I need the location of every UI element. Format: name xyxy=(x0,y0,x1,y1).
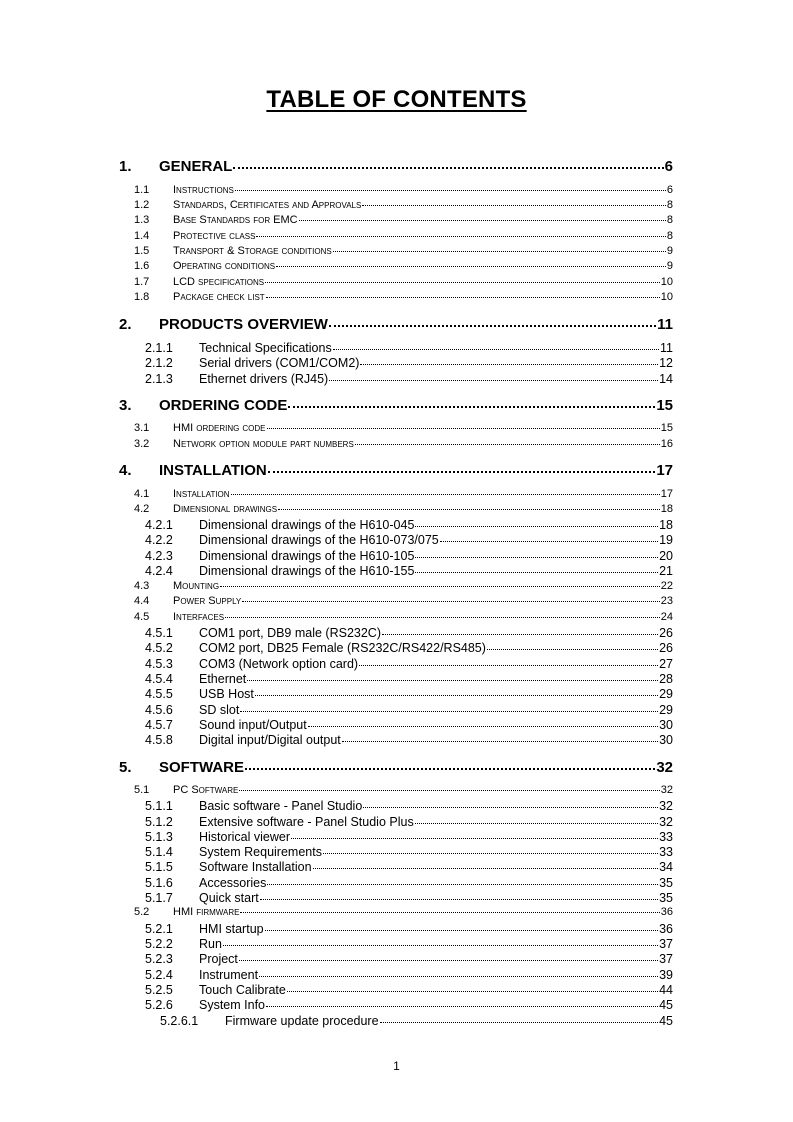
dot-leader xyxy=(360,355,658,365)
toc-entry-number: 2.1.1 xyxy=(145,341,173,355)
toc-entry-number: 4.5.6 xyxy=(145,703,173,717)
toc-entry-page: 17 xyxy=(660,488,673,500)
toc-entry-page: 15 xyxy=(660,422,673,434)
toc-entry-label: Sound input/Output xyxy=(199,718,307,732)
toc-entry-page: 44 xyxy=(659,983,673,997)
toc-entry-number: 4.2.3 xyxy=(145,549,173,563)
toc-entry-page: 45 xyxy=(659,1014,673,1028)
dot-leader xyxy=(266,290,660,299)
dot-leader xyxy=(267,421,660,430)
toc-entry-label: Installation xyxy=(173,488,230,500)
toc-entry-page: 36 xyxy=(659,922,673,936)
dot-leader xyxy=(240,905,659,914)
toc-entry-label: Serial drivers (COM1/COM2) xyxy=(199,356,360,370)
dot-leader xyxy=(231,487,660,496)
toc-entry-page: 15 xyxy=(656,397,673,414)
toc-entry-label: Run xyxy=(199,937,222,951)
toc-entry-page: 10 xyxy=(660,276,673,288)
toc-entry-label: Quick start xyxy=(199,891,259,905)
toc-entry-label: Technical Specifications xyxy=(199,341,332,355)
toc-entry-label: SD slot xyxy=(199,703,240,717)
toc-entry-label: USB Host xyxy=(199,687,254,701)
toc-entry-label: COM2 port, DB25 Female (RS232C/RS422/RS485) xyxy=(199,641,486,655)
toc-entry-number: 1.4 xyxy=(134,230,150,242)
dot-leader xyxy=(266,997,658,1007)
toc-entry-number: 5.2 xyxy=(134,906,150,918)
toc-entry-number: 4.2.4 xyxy=(145,564,173,578)
toc-entry-page: 26 xyxy=(659,626,673,640)
toc-entry-label: Dimensional drawings of the H610-105 xyxy=(199,549,415,563)
toc-entry-label: HMI ordering code xyxy=(173,422,266,434)
toc-entry-label: INSTALLATION xyxy=(159,462,267,479)
dot-leader xyxy=(487,640,658,650)
toc-entry-number: 4.2.2 xyxy=(145,533,173,547)
toc-entry-page: 32 xyxy=(656,759,673,776)
dot-leader xyxy=(333,340,659,350)
toc-entry-page: 6 xyxy=(664,158,673,175)
toc-entry-number: 4.2 xyxy=(134,503,150,515)
dot-leader xyxy=(225,610,660,619)
toc-entry-number: 4.5.1 xyxy=(145,626,173,640)
toc-entry-label: Dimensional drawings of the H610-073/075 xyxy=(199,533,439,547)
toc-entry-number: 5.1.7 xyxy=(145,891,173,905)
toc-entry-page: 9 xyxy=(666,245,673,257)
toc-entry-page: 11 xyxy=(660,341,673,355)
toc-entry-number: 2.1.3 xyxy=(145,372,173,386)
page-title xyxy=(0,86,793,114)
toc-entry-number: 5.2.2 xyxy=(145,937,173,951)
toc-entry-number: 4.5.8 xyxy=(145,733,173,747)
toc-entry-number: 5.1.5 xyxy=(145,860,173,874)
dot-leader xyxy=(323,844,658,854)
toc-entry-page: 30 xyxy=(659,733,673,747)
toc-entry-number: 4.3 xyxy=(134,580,150,592)
toc-entry-label: Ethernet drivers (RJ45) xyxy=(199,372,329,386)
dot-leader xyxy=(329,371,658,381)
toc-entry-label: Operating conditions xyxy=(173,260,276,272)
toc-entry-page: 12 xyxy=(659,356,673,370)
toc-entry-number: 4.5.5 xyxy=(145,687,173,701)
toc-entry-label: Accessories xyxy=(199,876,267,890)
toc-entry-label: GENERAL xyxy=(159,158,233,175)
toc-entry-number: 3.1 xyxy=(134,422,150,434)
dot-leader xyxy=(299,213,666,222)
toc-entry-number: 5.2.3 xyxy=(145,952,173,966)
toc-entry-page: 32 xyxy=(659,799,673,813)
dot-leader xyxy=(329,314,656,327)
toc-entry-label: Power Supply xyxy=(173,595,242,607)
dot-leader xyxy=(359,656,658,666)
toc-entry-label: Protective class xyxy=(173,230,256,242)
toc-entry-page: 21 xyxy=(659,564,673,578)
dot-leader xyxy=(255,686,658,696)
dot-leader xyxy=(342,732,658,742)
toc-entry-page: 10 xyxy=(660,291,673,303)
toc-entry-number: 4.5 xyxy=(134,611,150,623)
dot-leader xyxy=(278,502,660,511)
dot-leader xyxy=(333,244,666,253)
toc-entry-number: 1.2 xyxy=(134,199,150,211)
dot-leader xyxy=(239,783,659,792)
toc-entry-page: 35 xyxy=(659,891,673,905)
toc-entry-number: 1.5 xyxy=(134,245,150,257)
toc-entry-number: 5.1.3 xyxy=(145,830,173,844)
toc-entry-label: Transport & Storage conditions xyxy=(173,245,332,257)
toc-entry-number: 1.6 xyxy=(134,260,150,272)
toc-entry-number: 4.2.1 xyxy=(145,518,173,532)
dot-leader xyxy=(287,982,658,992)
toc-entry-label: PC Software xyxy=(173,784,239,796)
toc-entry-number: 4.5.2 xyxy=(145,641,173,655)
dot-leader xyxy=(415,563,658,573)
toc-entry-page: 9 xyxy=(666,260,673,272)
toc-entry-label: COM1 port, DB9 male (RS232C) xyxy=(199,626,382,640)
toc-entry-number: 2.1.2 xyxy=(145,356,173,370)
toc-entry-number: 1.8 xyxy=(134,291,150,303)
dot-leader xyxy=(362,198,666,207)
dot-leader xyxy=(268,460,656,473)
toc-entry-label: Firmware update procedure xyxy=(225,1014,379,1028)
toc-entry-page: 11 xyxy=(657,316,673,333)
toc-entry-number: 1.1 xyxy=(134,184,150,196)
dot-leader xyxy=(382,625,658,635)
toc-entry-page: 22 xyxy=(660,580,673,592)
toc-entry-page: 17 xyxy=(656,462,673,479)
dot-leader xyxy=(308,717,658,727)
dot-leader xyxy=(415,814,658,824)
toc-entry-label: HMI startup xyxy=(199,922,264,936)
toc-entry-label: System Requirements xyxy=(199,845,322,859)
dot-leader xyxy=(265,275,660,284)
toc-entry-label: Dimensional drawings xyxy=(173,503,278,515)
toc-entry-label: Dimensional drawings of the H610-045 xyxy=(199,518,415,532)
toc-entry-page: 18 xyxy=(659,518,673,532)
toc-entry-number: 5.2.5 xyxy=(145,983,173,997)
dot-leader xyxy=(242,594,659,603)
toc-entry-number: 5.1 xyxy=(134,784,150,796)
dot-leader xyxy=(247,671,658,681)
toc-entry-page: 19 xyxy=(659,533,673,547)
toc-entry-page: 36 xyxy=(660,906,673,918)
toc-entry-page: 39 xyxy=(659,968,673,982)
toc-entry-page: 20 xyxy=(659,549,673,563)
toc-entry-number: 5.2.6 xyxy=(145,998,173,1012)
toc-entry-page: 35 xyxy=(659,876,673,890)
toc-entry-page: 32 xyxy=(660,784,673,796)
dot-leader xyxy=(276,259,666,268)
toc-entry-label: LCD specifications xyxy=(173,276,265,288)
toc-entry-label: ORDERING CODE xyxy=(159,397,288,414)
toc-entry-label: HMI firmware xyxy=(173,906,240,918)
toc-entry-page: 34 xyxy=(659,860,673,874)
page-number: 1 xyxy=(393,1059,400,1073)
toc-entry-page: 8 xyxy=(666,230,673,242)
dot-leader xyxy=(313,859,659,869)
toc-entry-page: 8 xyxy=(666,199,673,211)
toc-entry-label: Standards, Certificates and Approvals xyxy=(173,199,362,211)
toc-entry-number: 5.2.6.1 xyxy=(160,1014,199,1028)
toc-entry-label: Dimensional drawings of the H610-155 xyxy=(199,564,415,578)
toc-entry-number: 4.1 xyxy=(134,488,150,500)
dot-leader xyxy=(415,548,658,558)
dot-leader xyxy=(235,183,666,192)
toc-entry-number: 5.1.6 xyxy=(145,876,173,890)
toc-entry-number: 4.5.4 xyxy=(145,672,173,686)
dot-leader xyxy=(223,936,658,946)
toc-entry-label: Digital input/Digital output xyxy=(199,733,341,747)
toc-entry-page: 37 xyxy=(659,937,673,951)
toc-entry-label: Interfaces xyxy=(173,611,225,623)
toc-entry-number: 1.7 xyxy=(134,276,150,288)
toc-entry-number: 5.1.4 xyxy=(145,845,173,859)
toc-entry-page: 32 xyxy=(659,815,673,829)
dot-leader xyxy=(267,875,658,885)
dot-leader xyxy=(363,798,658,808)
toc-entry-page: 6 xyxy=(666,184,673,196)
toc-entry-number: 1. xyxy=(119,158,132,175)
dot-leader xyxy=(233,156,663,169)
dot-leader xyxy=(355,437,660,446)
dot-leader xyxy=(380,1013,659,1023)
toc-entry-page: 45 xyxy=(659,998,673,1012)
toc-entry-number: 4. xyxy=(119,462,132,479)
toc-entry-label: System Info xyxy=(199,998,265,1012)
dot-leader xyxy=(291,829,658,839)
toc-entry-page: 27 xyxy=(659,657,673,671)
toc-entry-page: 37 xyxy=(659,952,673,966)
toc-entry-number: 5.1.1 xyxy=(145,799,173,813)
toc-entry-number: 3. xyxy=(119,397,132,414)
dot-leader xyxy=(245,757,655,770)
toc-entry-label: Network option module part numbers xyxy=(173,438,354,450)
toc-entry-page: 28 xyxy=(659,672,673,686)
toc-entry-label: PRODUCTS OVERVIEW xyxy=(159,316,328,333)
toc-entry-label: Historical viewer xyxy=(199,830,290,844)
dot-leader xyxy=(256,229,665,238)
dot-leader xyxy=(288,395,655,408)
toc-entry-page: 29 xyxy=(659,687,673,701)
toc-entry-page: 33 xyxy=(659,845,673,859)
toc-entry-page: 26 xyxy=(659,641,673,655)
toc-entry-page: 30 xyxy=(659,718,673,732)
toc-entry-number: 4.5.3 xyxy=(145,657,173,671)
toc-entry-label: Base Standards for EMC xyxy=(173,214,298,226)
toc-entry-label: Package check list xyxy=(173,291,265,303)
toc-entry-page: 23 xyxy=(660,595,673,607)
toc-entry-page: 8 xyxy=(666,214,673,226)
toc-entry-number: 5.2.1 xyxy=(145,922,173,936)
toc-entry-page: 29 xyxy=(659,703,673,717)
toc-entry-page: 18 xyxy=(660,503,673,515)
toc-entry-label: Touch Calibrate xyxy=(199,983,286,997)
toc-entry-number: 5. xyxy=(119,759,132,776)
toc-entry-number: 2. xyxy=(119,316,132,333)
toc-entry-number: 4.5.7 xyxy=(145,718,173,732)
dot-leader xyxy=(265,921,658,931)
dot-leader xyxy=(415,517,658,527)
toc-entry-number: 1.3 xyxy=(134,214,150,226)
toc-entry-label: Extensive software - Panel Studio Plus xyxy=(199,815,414,829)
toc-entry-page: 14 xyxy=(659,372,673,386)
dot-leader xyxy=(240,702,658,712)
toc-entry-label: Basic software - Panel Studio xyxy=(199,799,363,813)
toc-entry-label: SOFTWARE xyxy=(159,759,244,776)
toc-entry-label: Project xyxy=(199,952,238,966)
toc-entry-label: COM3 (Network option card) xyxy=(199,657,359,671)
toc-entry-number: 5.2.4 xyxy=(145,968,173,982)
toc-entry-page: 24 xyxy=(660,611,673,623)
toc-entry-label: Software Installation xyxy=(199,860,312,874)
dot-leader xyxy=(239,951,658,961)
toc-entry-label: Mounting xyxy=(173,580,220,592)
toc-entry-number: 5.1.2 xyxy=(145,815,173,829)
dot-leader xyxy=(220,579,660,588)
dot-leader xyxy=(260,890,658,900)
toc-entry-label: Ethernet xyxy=(199,672,247,686)
toc-entry-number: 3.2 xyxy=(134,438,150,450)
dot-leader xyxy=(259,967,658,977)
toc-entry-page: 33 xyxy=(659,830,673,844)
toc-entry-page: 16 xyxy=(660,438,673,450)
dot-leader xyxy=(440,532,658,542)
toc-entry-number: 4.4 xyxy=(134,595,150,607)
toc-entry-label: Instrument xyxy=(199,968,259,982)
toc-entry-label: Instructions xyxy=(173,184,234,196)
page-title-text: TABLE OF CONTENTS xyxy=(266,86,527,113)
